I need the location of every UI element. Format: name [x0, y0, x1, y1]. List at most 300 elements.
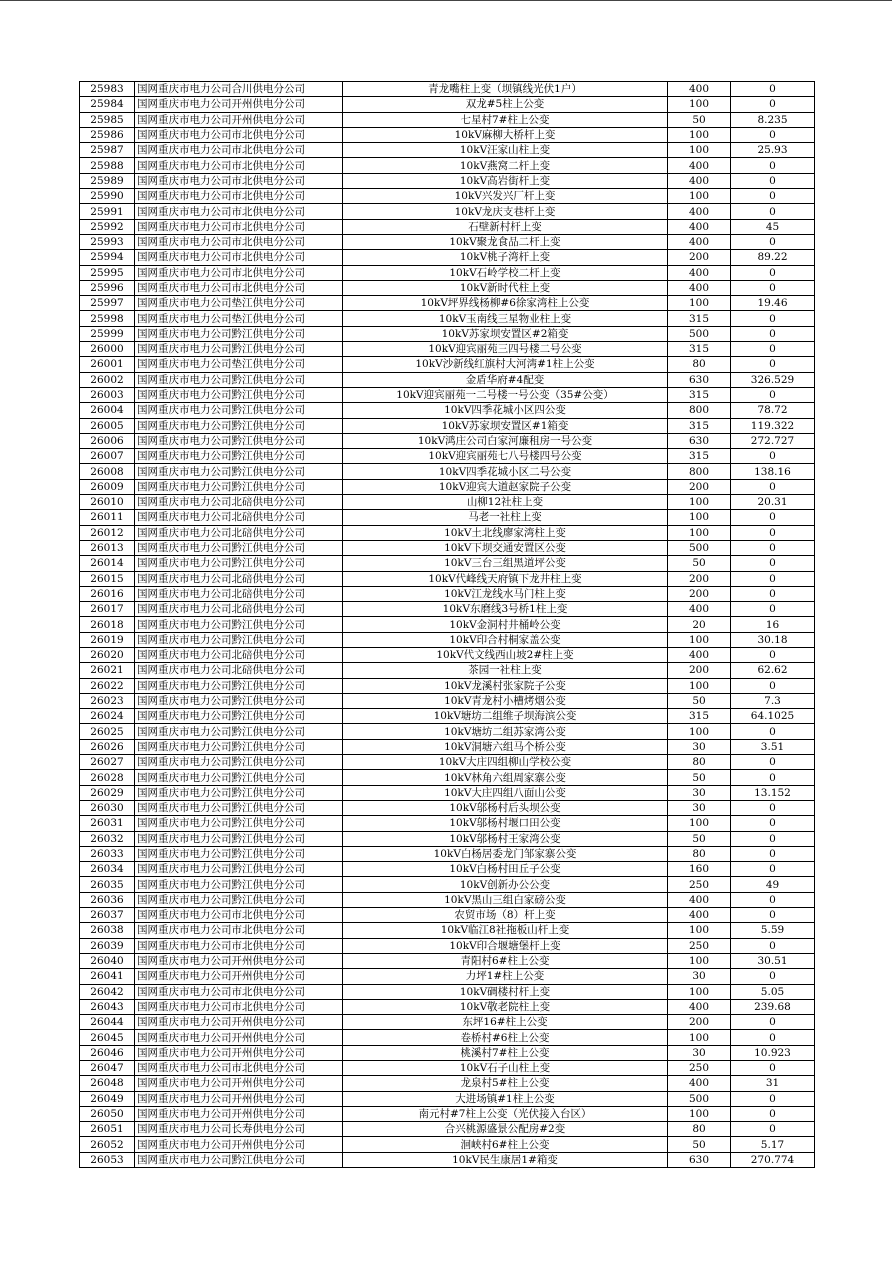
capacity-cell: 100 [668, 296, 731, 311]
value-cell: 0 [731, 189, 815, 204]
capacity-cell: 400 [668, 999, 731, 1014]
row-id-cell: 26040 [80, 953, 135, 968]
capacity-cell: 400 [668, 602, 731, 617]
value-cell: 119.322 [731, 418, 815, 433]
capacity-cell: 400 [668, 173, 731, 188]
transformer-name-cell: 10kV四季花城小区四公变 [343, 403, 668, 418]
company-cell: 国网重庆市电力公司市北供电分公司 [135, 189, 343, 204]
company-cell: 国网重庆市电力公司北碚供电分公司 [135, 510, 343, 525]
row-id-cell: 26031 [80, 816, 135, 831]
value-cell: 0 [731, 204, 815, 219]
table-row [80, 1061, 815, 1076]
capacity-cell: 400 [668, 219, 731, 234]
table-row [80, 755, 815, 770]
value-cell: 0 [731, 342, 815, 357]
row-id-cell: 26007 [80, 449, 135, 464]
table-row [80, 525, 815, 540]
row-id-cell: 25984 [80, 97, 135, 112]
value-cell: 10.923 [731, 1045, 815, 1060]
row-id-cell: 26046 [80, 1045, 135, 1060]
row-id-cell: 26021 [80, 663, 135, 678]
transformer-name-cell: 东坪16#柱上公变 [343, 1015, 668, 1030]
transformer-name-cell: 10kV四季花城小区二号公变 [343, 464, 668, 479]
company-cell: 国网重庆市电力公司黔江供电分公司 [135, 372, 343, 387]
row-id-cell: 25983 [80, 82, 135, 97]
capacity-cell: 400 [668, 892, 731, 907]
capacity-cell: 500 [668, 540, 731, 555]
table-row [80, 862, 815, 877]
transformer-name-cell: 10kV塘坊二组苏家湾公变 [343, 724, 668, 739]
value-cell: 13.152 [731, 785, 815, 800]
row-id-cell: 26043 [80, 999, 135, 1014]
page-top-rule [0, 0, 892, 1]
transformer-name-cell: 双龙#5柱上公变 [343, 97, 668, 112]
company-cell: 国网重庆市电力公司市北供电分公司 [135, 219, 343, 234]
transformer-name-cell: 10kV石子山柱上变 [343, 1061, 668, 1076]
table-row [80, 709, 815, 724]
transformer-name-cell: 10kV白杨居委龙门邹家寨公变 [343, 846, 668, 861]
company-cell: 国网重庆市电力公司合川供电分公司 [135, 82, 343, 97]
row-id-cell: 25993 [80, 234, 135, 249]
capacity-cell: 100 [668, 923, 731, 938]
table-row [80, 693, 815, 708]
table-row [80, 1152, 815, 1167]
row-id-cell: 26038 [80, 923, 135, 938]
capacity-cell: 315 [668, 387, 731, 402]
company-cell: 国网重庆市电力公司黔江供电分公司 [135, 418, 343, 433]
transformer-name-cell: 10kV邬杨村后头坝公变 [343, 800, 668, 815]
table-row [80, 82, 815, 97]
capacity-cell: 50 [668, 112, 731, 127]
value-cell: 0 [731, 938, 815, 953]
value-cell: 89.22 [731, 250, 815, 265]
table-row [80, 999, 815, 1014]
transformer-name-cell: 石壁新村杆上变 [343, 219, 668, 234]
company-cell: 国网重庆市电力公司垫江供电分公司 [135, 357, 343, 372]
table-row [80, 540, 815, 555]
table-row [80, 617, 815, 632]
value-cell: 0 [731, 387, 815, 402]
company-cell: 国网重庆市电力公司开州供电分公司 [135, 1045, 343, 1060]
value-cell: 0 [731, 831, 815, 846]
company-cell: 国网重庆市电力公司市北供电分公司 [135, 938, 343, 953]
value-cell: 0 [731, 479, 815, 494]
transformer-name-cell: 10kV苏家坝安置区#2箱变 [343, 326, 668, 341]
transformer-name-cell: 10kV三台三组黑道坪公变 [343, 556, 668, 571]
company-cell: 国网重庆市电力公司北碚供电分公司 [135, 647, 343, 662]
transformer-name-cell: 10kV塘坊二组维子坝海滨公变 [343, 709, 668, 724]
table-row [80, 112, 815, 127]
transformer-name-cell: 10kV迎宾丽苑三四号楼二号公变 [343, 342, 668, 357]
row-id-cell: 26001 [80, 357, 135, 372]
capacity-cell: 100 [668, 525, 731, 540]
row-id-cell: 26015 [80, 571, 135, 586]
table-row [80, 586, 815, 601]
row-id-cell: 25999 [80, 326, 135, 341]
value-cell: 270.774 [731, 1152, 815, 1167]
company-cell: 国网重庆市电力公司黔江供电分公司 [135, 785, 343, 800]
company-cell: 国网重庆市电力公司开州供电分公司 [135, 112, 343, 127]
transformer-name-cell: 桃溪村7#柱上公变 [343, 1045, 668, 1060]
value-cell: 0 [731, 158, 815, 173]
value-cell: 3.51 [731, 739, 815, 754]
transformer-name-cell: 10kV洞塘六组马个桥公变 [343, 739, 668, 754]
transformer-name-cell: 10kV民生康居1#箱变 [343, 1152, 668, 1167]
capacity-cell: 200 [668, 1015, 731, 1030]
table-row [80, 938, 815, 953]
transformer-name-cell: 10kV大庄四组柳山学校公变 [343, 755, 668, 770]
capacity-cell: 80 [668, 1122, 731, 1137]
value-cell: 0 [731, 816, 815, 831]
value-cell: 19.46 [731, 296, 815, 311]
company-cell: 国网重庆市电力公司黔江供电分公司 [135, 877, 343, 892]
table-row [80, 1030, 815, 1045]
transformer-name-cell: 10kV临江8社拖板山杆上变 [343, 923, 668, 938]
company-cell: 国网重庆市电力公司黔江供电分公司 [135, 1152, 343, 1167]
row-id-cell: 26030 [80, 800, 135, 815]
table-row [80, 280, 815, 295]
transformer-name-cell: 10kV印合堰塘堡杆上变 [343, 938, 668, 953]
transformer-name-cell: 10kV燕窝二杆上变 [343, 158, 668, 173]
transformer-name-cell: 七星村7#柱上公变 [343, 112, 668, 127]
transformer-name-cell: 10kV邬杨村堰口田公变 [343, 816, 668, 831]
transformer-name-cell: 10kV玉南线三星物业柱上变 [343, 311, 668, 326]
capacity-cell: 315 [668, 418, 731, 433]
table-row [80, 785, 815, 800]
transformer-name-cell: 大进场镇#1柱上公变 [343, 1091, 668, 1106]
transformer-name-cell: 10kV鸿庄公司白家河廉租房一号公变 [343, 433, 668, 448]
company-cell: 国网重庆市电力公司黔江供电分公司 [135, 816, 343, 831]
transformer-name-cell: 10kV邬杨村王家湾公变 [343, 831, 668, 846]
value-cell: 0 [731, 326, 815, 341]
table-row [80, 464, 815, 479]
row-id-cell: 26009 [80, 479, 135, 494]
capacity-cell: 100 [668, 1030, 731, 1045]
company-cell: 国网重庆市电力公司开州供电分公司 [135, 97, 343, 112]
transformer-name-cell: 合兴桃源盛景公配房#2变 [343, 1122, 668, 1137]
value-cell: 0 [731, 1091, 815, 1106]
company-cell: 国网重庆市电力公司开州供电分公司 [135, 953, 343, 968]
table-row [80, 311, 815, 326]
company-cell: 国网重庆市电力公司北碚供电分公司 [135, 495, 343, 510]
table-row [80, 219, 815, 234]
transformer-name-cell: 10kV大庄四组八面山公变 [343, 785, 668, 800]
row-id-cell: 26026 [80, 739, 135, 754]
value-cell: 0 [731, 280, 815, 295]
company-cell: 国网重庆市电力公司市北供电分公司 [135, 127, 343, 142]
table-row [80, 800, 815, 815]
company-cell: 国网重庆市电力公司垫江供电分公司 [135, 311, 343, 326]
table-row [80, 495, 815, 510]
company-cell: 国网重庆市电力公司开州供电分公司 [135, 1030, 343, 1045]
table-row [80, 816, 815, 831]
transformer-name-cell: 10kV沙新线红旗村大河湾#1柱上公变 [343, 357, 668, 372]
table-row [80, 1045, 815, 1060]
transformer-name-cell: 山柳12社柱上变 [343, 495, 668, 510]
capacity-cell: 50 [668, 770, 731, 785]
capacity-cell: 400 [668, 265, 731, 280]
value-cell: 0 [731, 1061, 815, 1076]
capacity-cell: 100 [668, 97, 731, 112]
transformer-name-cell: 10kV黑山三组白家磅公变 [343, 892, 668, 907]
company-cell: 国网重庆市电力公司市北供电分公司 [135, 999, 343, 1014]
row-id-cell: 26037 [80, 908, 135, 923]
row-id-cell: 25988 [80, 158, 135, 173]
capacity-cell: 50 [668, 693, 731, 708]
company-cell: 国网重庆市电力公司黔江供电分公司 [135, 632, 343, 647]
transformer-name-cell: 青阳村6#柱上公变 [343, 953, 668, 968]
table-row [80, 1106, 815, 1121]
company-cell: 国网重庆市电力公司市北供电分公司 [135, 1061, 343, 1076]
value-cell: 326.529 [731, 372, 815, 387]
row-id-cell: 26010 [80, 495, 135, 510]
company-cell: 国网重庆市电力公司黔江供电分公司 [135, 800, 343, 815]
row-id-cell: 26017 [80, 602, 135, 617]
capacity-cell: 100 [668, 724, 731, 739]
table-row [80, 449, 815, 464]
value-cell: 64.1025 [731, 709, 815, 724]
transformer-name-cell: 10kV兴发兴厂杆上变 [343, 189, 668, 204]
value-cell: 0 [731, 82, 815, 97]
company-cell: 国网重庆市电力公司市北供电分公司 [135, 158, 343, 173]
row-id-cell: 26024 [80, 709, 135, 724]
company-cell: 国网重庆市电力公司黔江供电分公司 [135, 709, 343, 724]
transformer-name-cell: 10kV东磨线3号桥1柱上变 [343, 602, 668, 617]
capacity-cell: 30 [668, 969, 731, 984]
table-row [80, 602, 815, 617]
table-row [80, 1015, 815, 1030]
value-cell: 5.17 [731, 1137, 815, 1152]
table-row [80, 969, 815, 984]
row-id-cell: 26050 [80, 1106, 135, 1121]
table-row [80, 158, 815, 173]
value-cell: 0 [731, 357, 815, 372]
row-id-cell: 26027 [80, 755, 135, 770]
value-cell: 0 [731, 800, 815, 815]
table-row [80, 663, 815, 678]
table-row [80, 647, 815, 662]
company-cell: 国网重庆市电力公司开州供电分公司 [135, 1106, 343, 1121]
table-row [80, 143, 815, 158]
value-cell: 78.72 [731, 403, 815, 418]
company-cell: 国网重庆市电力公司市北供电分公司 [135, 908, 343, 923]
row-id-cell: 26044 [80, 1015, 135, 1030]
company-cell: 国网重庆市电力公司黔江供电分公司 [135, 678, 343, 693]
row-id-cell: 25994 [80, 250, 135, 265]
row-id-cell: 25990 [80, 189, 135, 204]
table-row [80, 984, 815, 999]
value-cell: 138.16 [731, 464, 815, 479]
table-row [80, 433, 815, 448]
company-cell: 国网重庆市电力公司市北供电分公司 [135, 234, 343, 249]
capacity-cell: 160 [668, 862, 731, 877]
transformer-name-cell: 10kV聚龙食品二杆上变 [343, 234, 668, 249]
company-cell: 国网重庆市电力公司黔江供电分公司 [135, 892, 343, 907]
transformer-name-cell: 10kV代峰线天府镇下龙井柱上变 [343, 571, 668, 586]
row-id-cell: 25991 [80, 204, 135, 219]
value-cell: 0 [731, 540, 815, 555]
table-row [80, 632, 815, 647]
company-cell: 国网重庆市电力公司黔江供电分公司 [135, 326, 343, 341]
capacity-cell: 100 [668, 189, 731, 204]
table-row [80, 234, 815, 249]
row-id-cell: 26028 [80, 770, 135, 785]
company-cell: 国网重庆市电力公司北碚供电分公司 [135, 571, 343, 586]
company-cell: 国网重庆市电力公司黔江供电分公司 [135, 846, 343, 861]
capacity-cell: 400 [668, 280, 731, 295]
row-id-cell: 26042 [80, 984, 135, 999]
value-cell: 0 [731, 1122, 815, 1137]
table-row [80, 678, 815, 693]
capacity-cell: 630 [668, 433, 731, 448]
company-cell: 国网重庆市电力公司市北供电分公司 [135, 265, 343, 280]
row-id-cell: 26053 [80, 1152, 135, 1167]
capacity-cell: 315 [668, 342, 731, 357]
transformer-name-cell: 10kV下坝交通安置区公变 [343, 540, 668, 555]
transformer-name-cell: 10kV龙溪村张家院子公变 [343, 678, 668, 693]
capacity-cell: 100 [668, 495, 731, 510]
company-cell: 国网重庆市电力公司市北供电分公司 [135, 173, 343, 188]
capacity-cell: 200 [668, 586, 731, 601]
company-cell: 国网重庆市电力公司黔江供电分公司 [135, 770, 343, 785]
row-id-cell: 26048 [80, 1076, 135, 1091]
table-row [80, 1076, 815, 1091]
capacity-cell: 200 [668, 250, 731, 265]
company-cell: 国网重庆市电力公司市北供电分公司 [135, 923, 343, 938]
table-row [80, 846, 815, 861]
row-id-cell: 25992 [80, 219, 135, 234]
value-cell: 62.62 [731, 663, 815, 678]
capacity-cell: 50 [668, 1137, 731, 1152]
value-cell: 0 [731, 755, 815, 770]
company-cell: 国网重庆市电力公司市北供电分公司 [135, 984, 343, 999]
transformer-name-cell: 10kV青龙村小槽烤烟公变 [343, 693, 668, 708]
transformer-name-cell: 10kV汪家山柱上变 [343, 143, 668, 158]
row-id-cell: 26039 [80, 938, 135, 953]
value-cell: 0 [731, 969, 815, 984]
table-row [80, 953, 815, 968]
value-cell: 20.31 [731, 495, 815, 510]
row-id-cell: 25987 [80, 143, 135, 158]
table-row [80, 908, 815, 923]
value-cell: 0 [731, 647, 815, 662]
transformer-name-cell: 青龙嘴柱上变（坝镇线光伏1户） [343, 82, 668, 97]
table-row [80, 923, 815, 938]
company-cell: 国网重庆市电力公司黔江供电分公司 [135, 724, 343, 739]
transformer-name-cell: 10kV金洞村井桶岭公变 [343, 617, 668, 632]
value-cell: 0 [731, 1106, 815, 1121]
capacity-cell: 200 [668, 479, 731, 494]
value-cell: 0 [731, 586, 815, 601]
table-row [80, 265, 815, 280]
row-id-cell: 26012 [80, 525, 135, 540]
capacity-cell: 400 [668, 82, 731, 97]
row-id-cell: 26013 [80, 540, 135, 555]
company-cell: 国网重庆市电力公司黔江供电分公司 [135, 617, 343, 632]
row-id-cell: 26049 [80, 1091, 135, 1106]
row-id-cell: 25996 [80, 280, 135, 295]
row-id-cell: 26047 [80, 1061, 135, 1076]
capacity-cell: 20 [668, 617, 731, 632]
capacity-cell: 100 [668, 143, 731, 158]
row-id-cell: 26025 [80, 724, 135, 739]
company-cell: 国网重庆市电力公司北碚供电分公司 [135, 525, 343, 540]
transformer-name-cell: 10kV迎宾大道赵家院子公变 [343, 479, 668, 494]
capacity-cell: 200 [668, 663, 731, 678]
value-cell: 0 [731, 525, 815, 540]
transformer-name-cell: 10kV苏家坝安置区#1箱变 [343, 418, 668, 433]
capacity-cell: 250 [668, 938, 731, 953]
value-cell: 45 [731, 219, 815, 234]
company-cell: 国网重庆市电力公司北碚供电分公司 [135, 586, 343, 601]
capacity-cell: 100 [668, 984, 731, 999]
company-cell: 国网重庆市电力公司黔江供电分公司 [135, 540, 343, 555]
row-id-cell: 26018 [80, 617, 135, 632]
value-cell: 31 [731, 1076, 815, 1091]
table-row [80, 97, 815, 112]
value-cell: 5.59 [731, 923, 815, 938]
value-cell: 25.93 [731, 143, 815, 158]
capacity-cell: 400 [668, 647, 731, 662]
capacity-cell: 30 [668, 800, 731, 815]
table-row [80, 892, 815, 907]
capacity-cell: 630 [668, 372, 731, 387]
value-cell: 0 [731, 97, 815, 112]
capacity-cell: 100 [668, 510, 731, 525]
company-cell: 国网重庆市电力公司黔江供电分公司 [135, 479, 343, 494]
table-row [80, 189, 815, 204]
table-row [80, 387, 815, 402]
capacity-cell: 400 [668, 158, 731, 173]
capacity-cell: 50 [668, 831, 731, 846]
capacity-cell: 315 [668, 449, 731, 464]
row-id-cell: 26002 [80, 372, 135, 387]
capacity-cell: 100 [668, 678, 731, 693]
company-cell: 国网重庆市电力公司开州供电分公司 [135, 1091, 343, 1106]
row-id-cell: 26052 [80, 1137, 135, 1152]
capacity-cell: 315 [668, 709, 731, 724]
company-cell: 国网重庆市电力公司市北供电分公司 [135, 204, 343, 219]
table-row [80, 739, 815, 754]
table-row [80, 127, 815, 142]
transformer-name-cell: 农贸市场（8）杆上变 [343, 908, 668, 923]
row-id-cell: 26023 [80, 693, 135, 708]
transformer-name-cell: 马老一社柱上变 [343, 510, 668, 525]
transformer-name-cell: 10kV江龙线水马门柱上变 [343, 586, 668, 601]
row-id-cell: 26003 [80, 387, 135, 402]
company-cell: 国网重庆市电力公司黔江供电分公司 [135, 433, 343, 448]
capacity-cell: 100 [668, 127, 731, 142]
table-row [80, 1122, 815, 1137]
capacity-cell: 500 [668, 326, 731, 341]
value-cell: 0 [731, 510, 815, 525]
row-id-cell: 26029 [80, 785, 135, 800]
transformer-name-cell: 10kV石岭学校二杆上变 [343, 265, 668, 280]
row-id-cell: 26019 [80, 632, 135, 647]
capacity-cell: 80 [668, 357, 731, 372]
transformer-name-cell: 10kV麻柳大桥杆上变 [343, 127, 668, 142]
value-cell: 30.18 [731, 632, 815, 647]
row-id-cell: 26006 [80, 433, 135, 448]
table-body [80, 82, 815, 1168]
value-cell: 0 [731, 449, 815, 464]
capacity-cell: 80 [668, 846, 731, 861]
value-cell: 0 [731, 846, 815, 861]
company-cell: 国网重庆市电力公司黔江供电分公司 [135, 342, 343, 357]
value-cell: 0 [731, 1015, 815, 1030]
company-cell: 国网重庆市电力公司黔江供电分公司 [135, 403, 343, 418]
company-cell: 国网重庆市电力公司开州供电分公司 [135, 1137, 343, 1152]
